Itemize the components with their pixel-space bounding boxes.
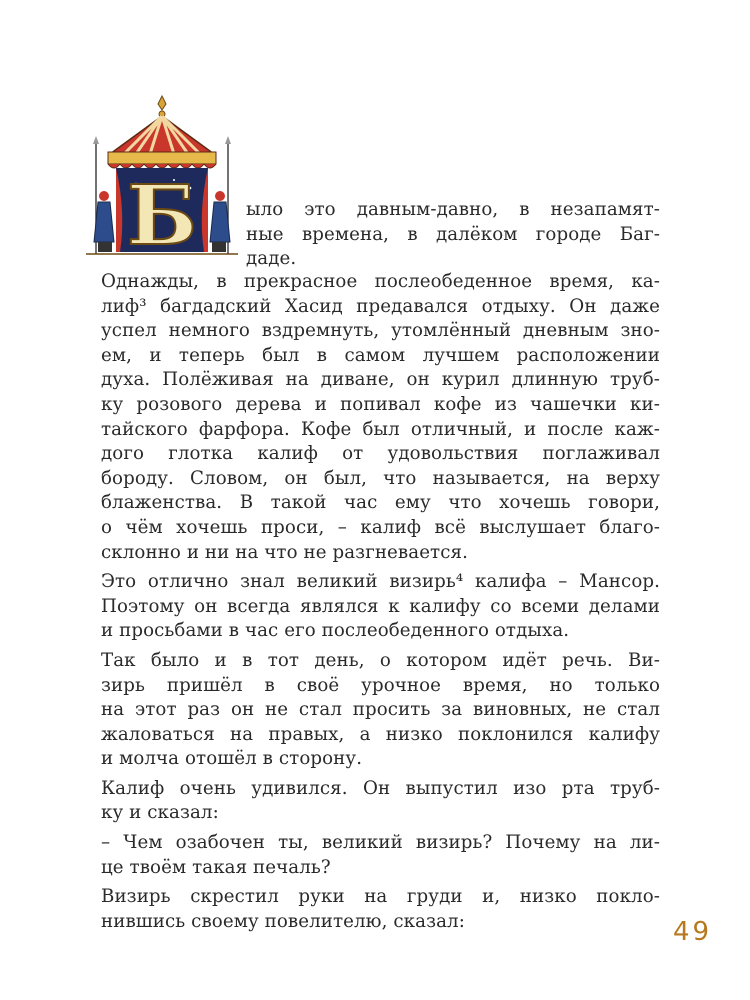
text-line: Визирь скрестил руки на груди и, низко покло- bbox=[101, 886, 660, 908]
text-line: даде. bbox=[246, 248, 297, 270]
paragraph bbox=[101, 777, 660, 826]
text-line: Однажды, в прекрасное послеобеденное время, ка- bbox=[101, 271, 660, 292]
text-line: о чём хочешь проси, – калиф всё выслушает благо- bbox=[101, 516, 660, 538]
text-line: ные времена, в далёком городе Баг- bbox=[246, 223, 660, 245]
text-line: на этот раз он не стал просить за виновных, не стал bbox=[101, 699, 660, 721]
text-line: и просьбами в час его послеобеденного отдыха. bbox=[101, 620, 570, 642]
text-line: – Чем озабочен ты, великий визирь? Почему на ли- bbox=[101, 832, 660, 854]
text-line: дого глотка калиф от удовольствия поглаживал bbox=[101, 443, 660, 465]
dropcap-letter: Б bbox=[126, 168, 198, 262]
text-line: ем, и теперь был в самом лучшем расположении bbox=[101, 344, 660, 366]
text-line: жаловаться на правых, а низко поклонился калифу bbox=[101, 723, 660, 745]
text-line: лиф³ багдадский Хасид предавался отдыху. Он даже bbox=[101, 295, 660, 317]
text-line: ыло это давным-давно, в незапамят- bbox=[246, 199, 660, 220]
dropcap-illustration bbox=[86, 92, 238, 262]
paragraph bbox=[101, 570, 660, 644]
text-line: ку и сказал: bbox=[101, 802, 219, 824]
text-line: тайского фарфора. Кофе был отличный, и после каж- bbox=[101, 418, 660, 440]
text-line: Это отлично знал великий визирь⁴ калифа – Мансор. bbox=[101, 571, 660, 593]
text-line: духа. Полёживая на диване, он курил длинную труб- bbox=[101, 369, 660, 391]
paragraph bbox=[101, 885, 660, 934]
text-line: склонно и ни на что не разгневается. bbox=[101, 541, 468, 563]
paragraph bbox=[101, 270, 660, 565]
paragraph bbox=[101, 831, 660, 880]
text-line: нившись своему повелителю, сказал: bbox=[101, 910, 465, 932]
paragraph bbox=[101, 649, 660, 772]
text-line: успел немного вздремнуть, утомлённый дневным зно- bbox=[101, 320, 660, 342]
page-number: 49 bbox=[673, 917, 713, 947]
text-line: Калиф очень удивился. Он выпустил изо рта труб- bbox=[101, 777, 660, 799]
text-line: и молча отошёл в сторону. bbox=[101, 748, 363, 770]
text-line: блаженства. В такой час ему что хочешь говори, bbox=[101, 492, 660, 514]
text-line: Поэтому он всегда являлся к калифу со всеми делами bbox=[101, 595, 660, 617]
opening-lines bbox=[246, 198, 660, 272]
text-line: це твоём такая печаль? bbox=[101, 856, 331, 878]
body-text bbox=[101, 270, 660, 939]
text-line: бороду. Словом, он был, что называется, на верху bbox=[101, 467, 660, 489]
text-line: зирь пришёл в своё урочное время, но только bbox=[101, 674, 660, 696]
text-line: ку розового дерева и попивал кофе из чашечки ки- bbox=[101, 393, 660, 415]
text-line: Так было и в тот день, о котором идёт речь. Ви- bbox=[101, 649, 660, 671]
